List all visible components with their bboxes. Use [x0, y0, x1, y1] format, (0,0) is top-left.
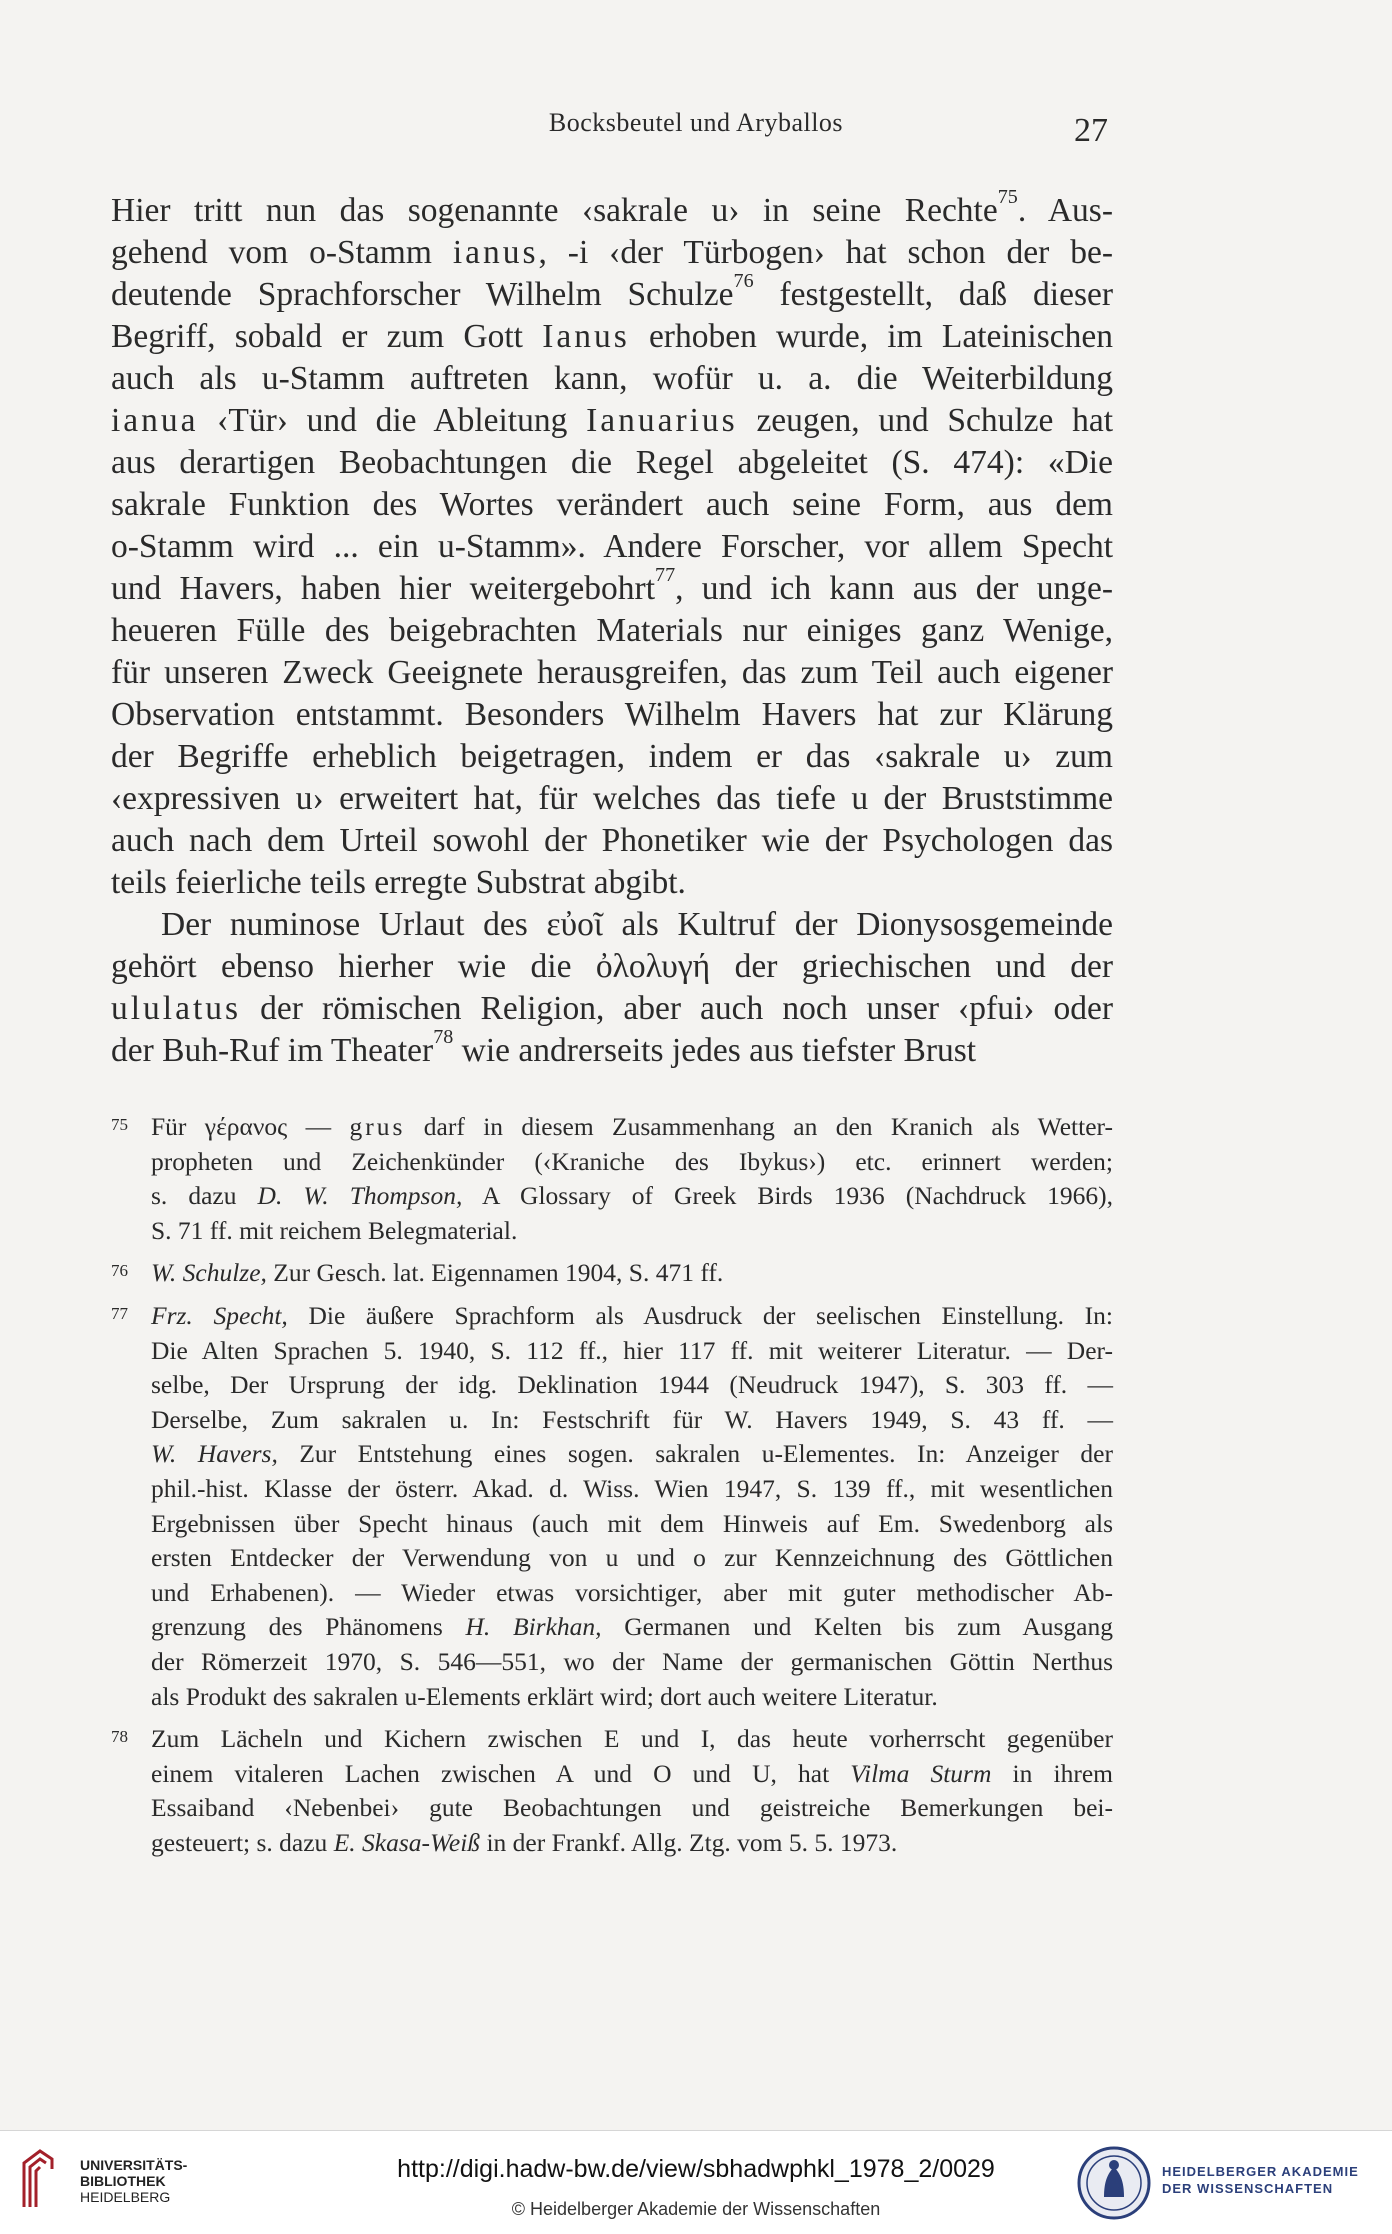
academy-name-line: HEIDELBERGER AKADEMIE [1162, 2164, 1359, 2179]
text-line: Der numinose Urlaut des εὐοῖ als Kultruf der Dionysosgemeinde [161, 906, 1113, 943]
footnote-number: 76 [111, 1261, 128, 1281]
text-line: ‹expressiven u› erweitert hat, für welches das tiefe u der Bruststimme [111, 780, 1113, 817]
spaced-term: Ianuarius [586, 402, 738, 439]
text-line: teils feierliche teils erregte Substrat abgibt. [111, 864, 686, 901]
text-line: auch als u-Stamm auftreten kann, wofür u. a. die Weiterbildung [111, 360, 1113, 397]
library-name-line: BIBLIOTHEK [80, 2173, 166, 2189]
footnote-line: grenzung des Phänomens H. Birkhan, Germanen und Kelten bis zum Ausgang [151, 1612, 1113, 1642]
footnote-line: Derselbe, Zum sakralen u. In: Festschrift für W. Havers 1949, S. 43 ff. — [151, 1404, 1113, 1434]
footnote-number: 78 [111, 1727, 128, 1747]
text-line: der Begriffe erheblich beigetragen, indem er das ‹sakrale u› zum [111, 738, 1113, 775]
footnote-line: Die Alten Sprachen 5. 1940, S. 112 ff., hier 117 ff. mit weiterer Literatur. — Der- [151, 1335, 1113, 1365]
footnote-ref: 78 [433, 1025, 454, 1048]
body-text [111, 185, 1114, 1072]
footnote-line: propheten und Zeichenkünder (‹Kraniche des Ibykus›) etc. erinnert werden; [151, 1146, 1113, 1176]
author-name: Vilma Sturm [850, 1758, 992, 1788]
footnote-ref: 76 [733, 269, 754, 292]
footnote [111, 1299, 1113, 1714]
footnote-line: als Produkt des sakralen u-Elements erklärt wird; dort auch weitere Literatur. [151, 1681, 938, 1711]
library-name-line: HEIDELBERG [80, 2189, 171, 2205]
copyright-notice: © Heidelberger Akademie der Wissenschaften [511, 2199, 881, 2219]
text-line: der Buh-Ruf im Theater$^{78}$ wie andrerseits jedes aus tiefster Brust [111, 1025, 977, 1069]
spaced-term: ululatus [111, 990, 242, 1027]
text-line: Observation entstammt. Besonders Wilhelm Havers hat zur Klärung [111, 696, 1113, 733]
viewer-footer [0, 2130, 1392, 2234]
text-line: Begriff, sobald er zum Gott Ianus erhoben wurde, im Lateinischen [111, 318, 1114, 355]
text-line: auch nach dem Urteil sowohl der Phonetiker wie der Psychologen das [111, 822, 1113, 859]
text-line: gehört ebenso hierher wie die ὀλολυγή der griechischen und der [111, 948, 1113, 985]
footnote-number: 77 [111, 1303, 128, 1323]
author-name: Frz. Specht, [151, 1300, 288, 1330]
footnote-line: W. Schulze, Zur Gesch. lat. Eigennamen 1904, S. 471 ff. [151, 1258, 724, 1288]
author-name: H. Birkhan, [465, 1612, 602, 1642]
text-line: gehend vom o-Stamm ianus, -i ‹der Türbogen› hat schon der be- [111, 234, 1113, 271]
footnote-line: Frz. Specht, Die äußere Sprachform als Ausdruck der seelischen Einstellung. In: [151, 1300, 1113, 1330]
running-head: Bocksbeutel und Aryballos [548, 108, 844, 137]
text-line: heueren Fülle des beigebrachten Materials nur einiges ganz Wenige, [111, 612, 1113, 649]
academy-name [1162, 2163, 1359, 2197]
page-number: 27 [1074, 112, 1108, 149]
spaced-term: Ianus [542, 318, 630, 355]
footnote-line: s. dazu D. W. Thompson, A Glossary of Greek Birds 1936 (Nachdruck 1966), [151, 1181, 1113, 1211]
text-line: ululatus der römischen Religion, aber auch noch unser ‹pfui› oder [111, 990, 1113, 1027]
academy-name-line: DER WISSENSCHAFTEN [1162, 2181, 1334, 2196]
text-line: sakrale Funktion des Wortes verändert auch seine Form, aus dem [111, 486, 1113, 523]
footnote-line: selbe, Der Ursprung der idg. Deklination 1944 (Neudruck 1947), S. 303 ff. — [151, 1370, 1113, 1400]
footnote-ref: 75 [997, 185, 1018, 208]
footnote-number: 75 [111, 1115, 128, 1134]
text-line: Hier tritt nun das sogenannte ‹sakrale u› in seine Rechte$^{75}$. Aus- [111, 185, 1113, 229]
footnote-line: W. Havers, Zur Entstehung eines sogen. sakralen u-Elementes. In: Anzeiger der [151, 1439, 1113, 1469]
footnote [111, 1110, 1113, 1248]
footnotes [111, 1110, 1113, 1860]
footnote [111, 1256, 1113, 1291]
footnote [111, 1722, 1113, 1860]
text-line: ianua ‹Tür› und die Ableitung Ianuarius zeugen, und Schulze hat [111, 402, 1114, 439]
spaced-term: grus [349, 1112, 406, 1141]
footnote-line: Zum Lächeln und Kichern zwischen E und I, das heute vorherrscht gegenüber [151, 1724, 1113, 1754]
footnote-line: ersten Entdecker der Verwendung von u und o zur Kennzeichnung des Göttlichen [151, 1543, 1113, 1573]
text-line: deutende Sprachforscher Wilhelm Schulze$^{76}$ festgestellt, daß dieser [111, 269, 1114, 313]
footnote-line: gesteuert; s. dazu E. Skasa-Weiß in der Frankf. Allg. Ztg. vom 5. 5. 1973. [151, 1827, 898, 1857]
footnote-line: phil.-hist. Klasse der österr. Akad. d. Wiss. Wien 1947, S. 139 ff., mit wesentlichen [151, 1473, 1113, 1503]
author-name: W. Schulze, [151, 1258, 267, 1288]
author-name: E. Skasa-Weiß [333, 1827, 481, 1857]
footnote-line: Ergebnissen über Specht hinaus (auch mit dem Hinweis auf Em. Swedenborg als [151, 1508, 1113, 1538]
spaced-term: ianus [452, 234, 539, 271]
academy-seal-icon [1076, 2145, 1152, 2221]
footnote-line: einem vitaleren Lachen zwischen A und O und U, hat Vilma Sturm in ihrem [151, 1758, 1113, 1788]
permalink-url[interactable]: http://digi.hadw-bw.de/view/sbhadwphkl_1978_2/0029 [397, 2155, 995, 2183]
footnote-line: Für γέρανος — grus darf in diesem Zusammenhang an den Kranich als Wetter- [151, 1112, 1113, 1141]
text-line: aus derartigen Beobachtungen die Regel abgeleitet (S. 474): «Die [111, 444, 1113, 481]
library-name-line: UNIVERSITÄTS- [80, 2157, 188, 2173]
author-name: D. W. Thompson, [257, 1181, 463, 1211]
spaced-term: ianua [111, 402, 199, 439]
text-line: o-Stamm wird ... ein u-Stamm». Andere Forscher, vor allem Specht [111, 528, 1113, 565]
author-name: W. Havers, [151, 1439, 278, 1469]
footnote-line: der Römerzeit 1970, S. 546—551, wo der Name der germanischen Göttin Nerthus [151, 1646, 1113, 1676]
footnote-line: und Erhabenen). — Wieder etwas vorsichtiger, aber mit guter methodischer Ab- [151, 1577, 1113, 1607]
text-line: für unseren Zweck Geeignete herausgreifen, das zum Teil auch eigener [111, 654, 1113, 691]
footnote-line: S. 71 ff. mit reichem Belegmaterial. [151, 1215, 518, 1245]
footnote-ref: 77 [655, 563, 676, 586]
text-line: und Havers, haben hier weitergebohrt$^{77}$, und ich kann aus der unge- [111, 563, 1113, 607]
footnote-line: Essaiband ‹Nebenbei› gute Beobachtungen und geistreiche Bemerkungen bei- [151, 1793, 1113, 1823]
